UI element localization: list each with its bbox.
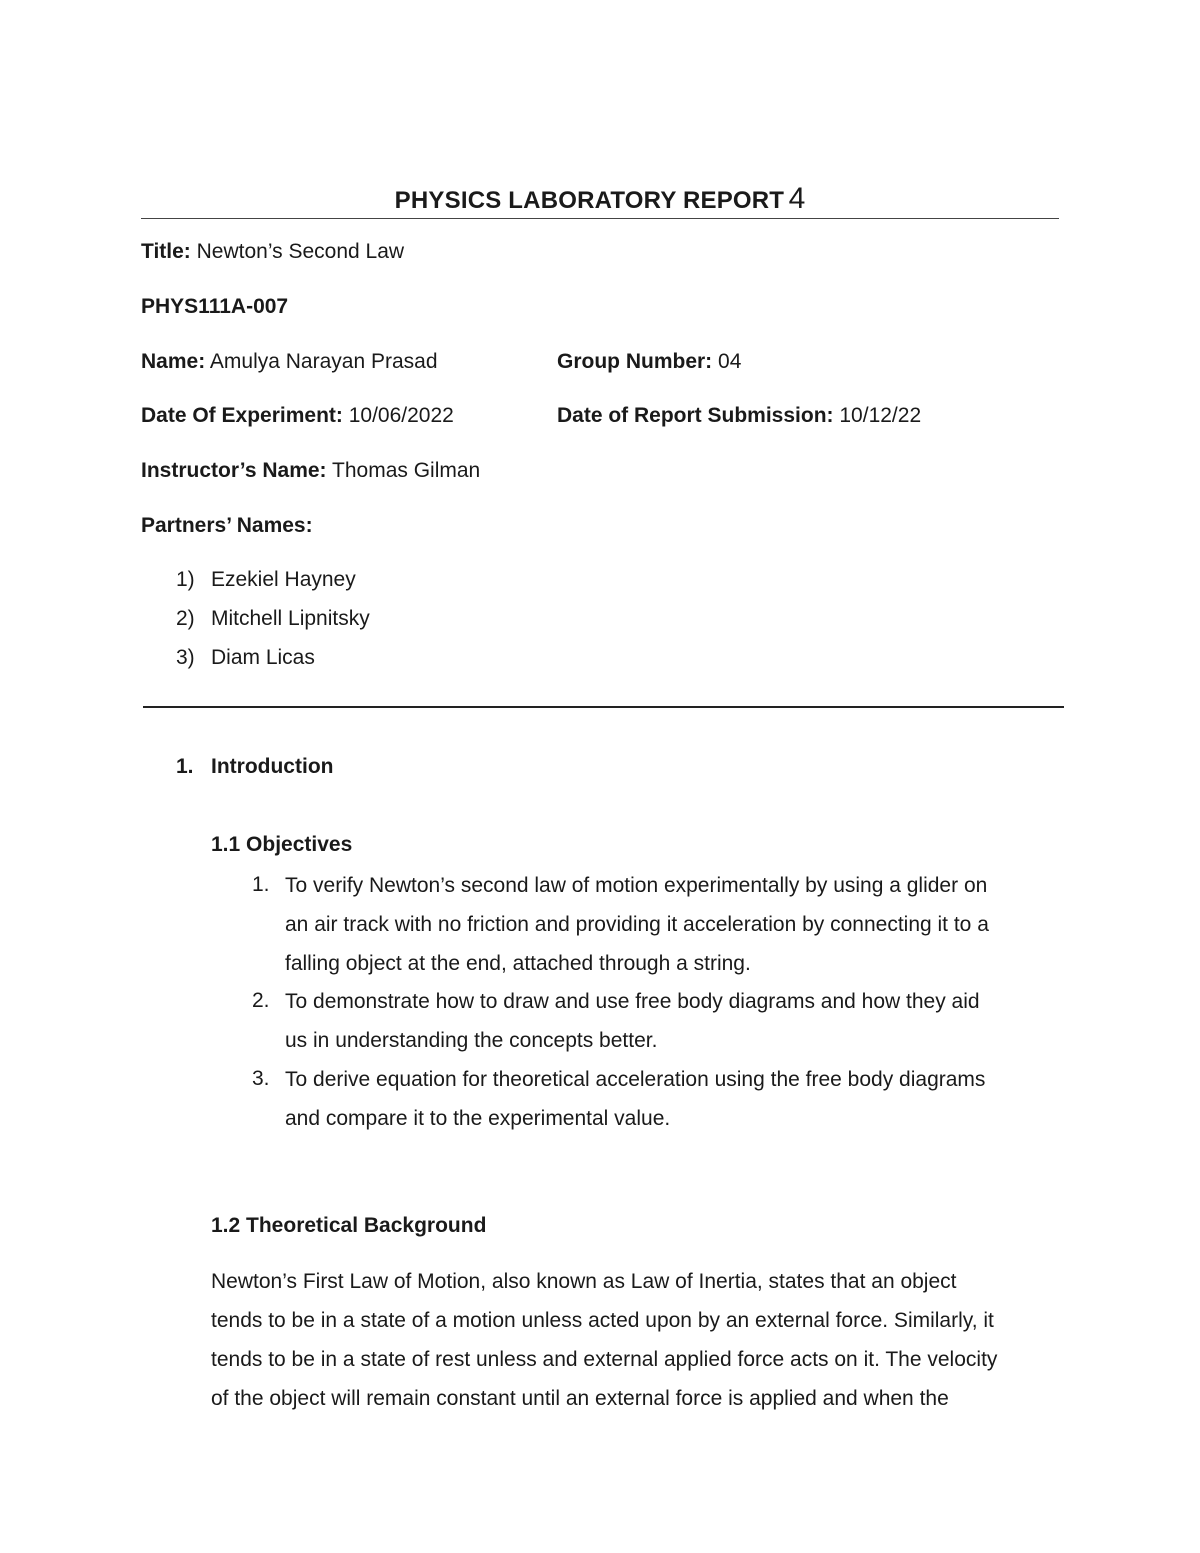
date-submission-line [557,404,921,428]
objective-line: To demonstrate how to draw and use free body diagrams and how they aid [285,990,980,1013]
report-title [0,182,1200,216]
objective-number: 1. [252,873,270,896]
subsection-heading-objectives: 1.1 Objectives [211,833,353,856]
objective-item [285,866,989,983]
paragraph-line: tends to be in a state of a motion unless acted upon by an external force. Similarly, it [211,1309,994,1332]
partner-number: 1) [176,568,195,591]
title-line [141,240,404,264]
partner-item [176,646,315,670]
date-experiment-line [141,404,454,428]
date-submission-value: 10/12/22 [839,404,922,427]
paragraph-line: Newton’s First Law of Motion, also known as Law of Inertia, states that an object [211,1270,957,1293]
objective-line: and compare it to the experimental value. [285,1107,671,1130]
partner-number: 2) [176,607,195,630]
instructor-line [141,459,480,483]
group-line [557,350,741,374]
objective-line: an air track with no friction and providing it acceleration by connecting it to a [285,913,989,936]
name-value: Amulya Narayan Prasad [209,350,438,373]
objective-line: To verify Newton’s second law of motion experimentally by using a glider on [285,874,988,897]
title-divider [141,218,1059,219]
subsection-heading-background: 1.2 Theoretical Background [211,1214,487,1237]
partners-label: Partners’ Names: [141,514,313,537]
paragraph-line: tends to be in a state of rest unless and external applied force acts on it. The velocity [211,1348,998,1371]
instructor-label: Instructor’s Name: [141,459,327,482]
title-value: Newton’s Second Law [196,240,405,263]
section-divider [143,706,1064,708]
partner-number: 3) [176,646,195,669]
partner-name: Mitchell Lipnitsky [211,607,370,630]
report-number: 4 [788,182,806,215]
partner-item [176,568,356,592]
background-paragraph [211,1262,997,1418]
partner-name: Ezekiel Hayney [211,568,356,591]
objective-line: falling object at the end, attached through a string. [285,952,751,975]
objective-number: 2. [252,989,270,1012]
date-experiment-value: 10/06/2022 [348,404,454,427]
paragraph-line: of the object will remain constant until an external force is applied and when the [211,1387,949,1410]
objective-line: us in understanding the concepts better. [285,1029,658,1052]
group-label: Group Number: [557,350,713,373]
section-number: 1. [176,755,194,778]
date-experiment-label: Date Of Experiment: [141,404,343,427]
partner-item [176,607,370,631]
instructor-value: Thomas Gilman [332,459,481,482]
date-submission-label: Date of Report Submission: [557,404,834,427]
section-heading-introduction [176,755,333,779]
name-label: Name: [141,350,206,373]
group-value: 04 [718,350,742,373]
report-title-text: PHYSICS LABORATORY REPORT [394,187,785,214]
partner-name: Diam Licas [211,646,315,669]
objective-item [285,982,980,1060]
title-label: Title: [141,240,191,263]
section-title: Introduction [211,755,334,778]
name-line [141,350,438,374]
course-code: PHYS111A-007 [141,295,289,318]
objective-item [285,1060,985,1138]
objective-line: To derive equation for theoretical acceleration using the free body diagrams [285,1068,986,1091]
objective-number: 3. [252,1067,270,1090]
